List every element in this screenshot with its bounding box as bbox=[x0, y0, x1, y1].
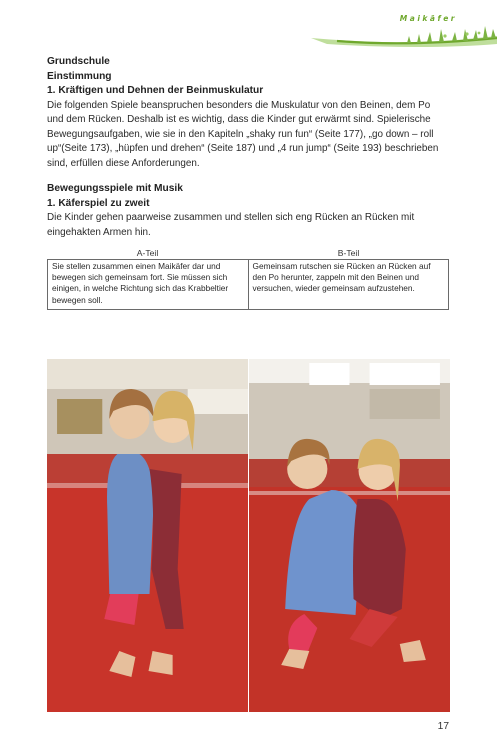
chapter-banner bbox=[307, 14, 497, 50]
column-header-a: A-Teil bbox=[136, 248, 159, 258]
photo-squatting-back-to-back bbox=[249, 359, 450, 712]
heading-warmup: Einstimmung bbox=[47, 70, 112, 82]
table-row bbox=[48, 260, 449, 310]
photo-standing-back-to-back bbox=[47, 359, 248, 712]
heading-game-1: 1. Käferspiel zu zweit bbox=[47, 197, 150, 209]
cell-part-b: Gemeinsam rutschen sie Rücken an Rücken auf den Po herunter, zappeln mit den Beinen und versuchen, wieder gemeinsam aufzustehen. bbox=[248, 260, 449, 310]
column-header-b: B-Teil bbox=[337, 248, 360, 258]
paragraph-instructions: Die Kinder gehen paarweise zusammen und stellen sich eng Rücken an Rücken mit eingehakten Armen hin. bbox=[47, 212, 415, 238]
main-content bbox=[47, 55, 449, 310]
heading-exercise-1: 1. Kräftigen und Dehnen der Beinmuskulatur bbox=[47, 85, 264, 96]
heading-school-level: Grundschule bbox=[47, 56, 110, 67]
page-number: 17 bbox=[437, 721, 449, 732]
photo-strip bbox=[47, 359, 450, 712]
chapter-label: Maikäfer bbox=[399, 14, 457, 23]
cell-part-a: Sie stellen zusammen einen Maikäfer dar und bewegen sich gemeinsam fort. Sie müssen sich einigen, in welche Richtung sich das Krabbeltier bewegen soll. bbox=[48, 260, 249, 310]
heading-music-games: Bewegungsspiele mit Musik bbox=[47, 183, 183, 194]
paragraph-intro: Die folgenden Spiele beanspruchen besonders die Muskulatur von den Beinen, dem Po und dem Rücken. Deshalb ist es wichtig, dass die Kinder gut erwärmt sind. Spielerische Bewegungsaufgaben, wie sie in den Kapiteln „shaky run fun“ (Seite 177), „go down – roll up“(Seite 173), „hüpfen und drehen“ (Seite 187) und „4 run jump“ (Seite 193) beschrieben sind, erfüllen diese Anforderungen. bbox=[47, 99, 439, 169]
parts-table bbox=[47, 248, 449, 310]
